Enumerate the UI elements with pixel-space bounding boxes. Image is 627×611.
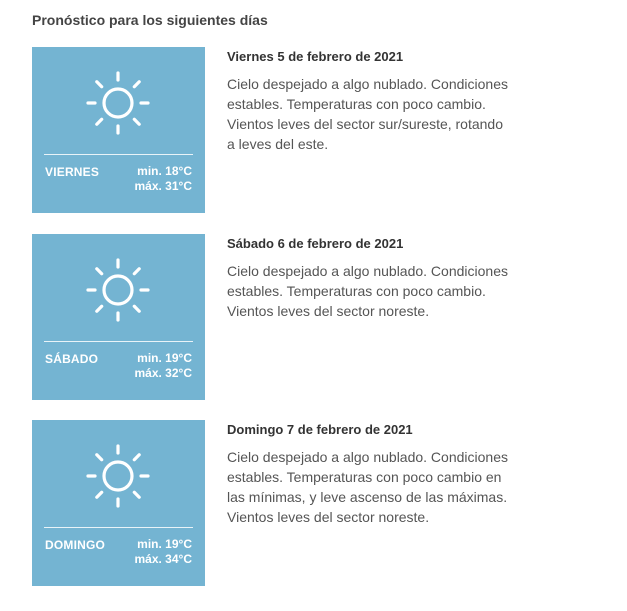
forecast-date: Domingo 7 de febrero de 2021: [227, 422, 413, 437]
max-temperature: máx. 32°C: [134, 366, 192, 380]
forecast-date: Viernes 5 de febrero de 2021: [227, 49, 404, 64]
forecast-info: [227, 420, 512, 527]
card-day-name: VIERNES: [45, 165, 100, 179]
card-divider: [44, 154, 193, 155]
section-title: Pronóstico para los siguientes días: [32, 12, 268, 28]
max-temperature: máx. 34°C: [134, 552, 192, 566]
card-temperatures: [135, 538, 193, 568]
min-temperature: min. 19°C: [137, 351, 192, 365]
forecast-description: Cielo despejado a algo nublado. Condiciones estables. Temperaturas con poco cambio. Vientos leves del sector sur/sureste, rotando a leves del este.: [227, 76, 508, 152]
forecast-info: [227, 234, 512, 321]
forecast-card: [32, 420, 205, 586]
sun-icon: [84, 256, 152, 324]
forecast-card: [32, 234, 205, 400]
forecast-card: [32, 47, 205, 213]
card-divider: [44, 527, 193, 528]
forecast-info: [227, 47, 512, 154]
forecast-date: Sábado 6 de febrero de 2021: [227, 236, 404, 251]
min-temperature: min. 18°C: [137, 164, 192, 178]
card-temperatures: [135, 165, 193, 195]
forecast-day: [32, 420, 512, 586]
forecast-description: Cielo despejado a algo nublado. Condiciones estables. Temperaturas con poco cambio en las mínimas, y leve ascenso de las máximas. Vientos leves del sector noreste.: [227, 449, 508, 525]
forecast-day: [32, 234, 512, 400]
forecast-day: [32, 47, 512, 213]
card-day-name: SÁBADO: [45, 352, 99, 366]
sun-icon: [84, 442, 152, 510]
sun-icon: [84, 69, 152, 137]
max-temperature: máx. 31°C: [134, 179, 192, 193]
forecast-description: Cielo despejado a algo nublado. Condiciones estables. Temperaturas con poco cambio. Vientos leves del sector noreste.: [227, 263, 508, 319]
card-temperatures: [135, 352, 193, 382]
min-temperature: min. 19°C: [137, 537, 192, 551]
card-day-name: DOMINGO: [45, 538, 106, 552]
card-divider: [44, 341, 193, 342]
